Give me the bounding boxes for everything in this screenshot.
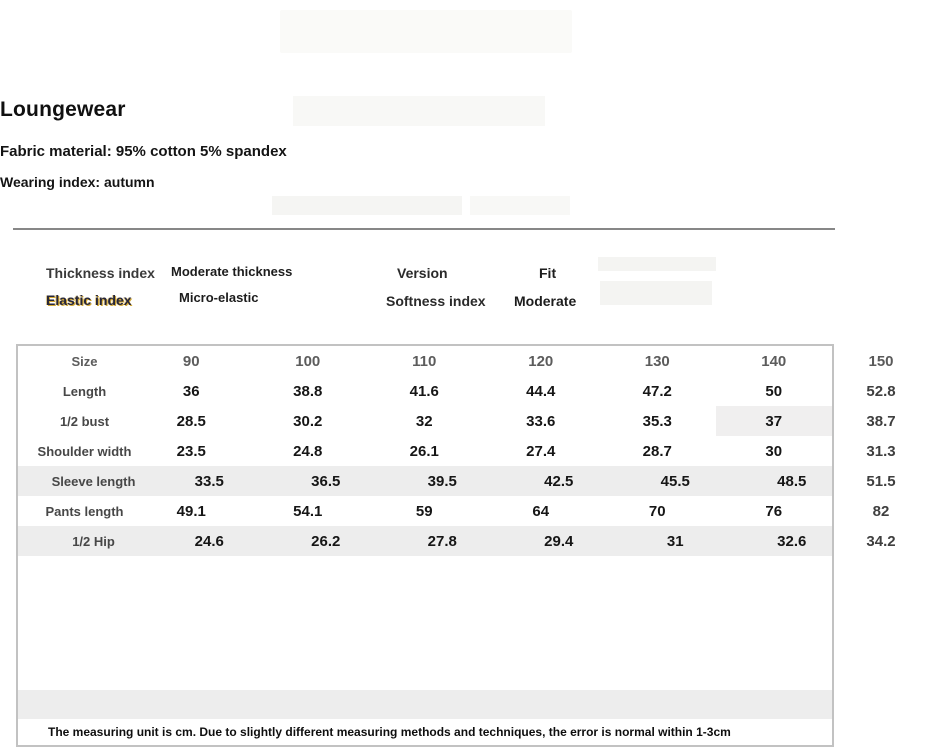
row-label: Sleeve length	[51, 473, 136, 489]
ghost-block	[470, 196, 570, 215]
table-cell: 31.3	[866, 442, 896, 460]
thickness-index-label: Thickness index	[46, 265, 155, 281]
size-table-header-cell: 110	[412, 352, 437, 370]
table-cell: 38.8	[293, 382, 323, 400]
table-cell: 42.5	[544, 472, 574, 490]
table-cell: 45.5	[660, 472, 690, 490]
table-cell: 76	[765, 502, 783, 520]
table-cell-highlighted: 37	[716, 406, 833, 436]
softness-index-label: Softness index	[386, 293, 486, 309]
table-cell: 82	[872, 502, 890, 520]
table-cell: 28.7	[642, 442, 672, 460]
table-cell: 36.5	[311, 472, 341, 490]
fabric-material-line: Fabric material: 95% cotton 5% spandex	[0, 143, 287, 160]
size-table-column-150	[836, 346, 926, 556]
row-label: Pants length	[45, 503, 124, 519]
table-cell: 34.2	[866, 532, 896, 550]
table-cell: 39.5	[427, 472, 457, 490]
table-cell: 27.8	[427, 532, 457, 550]
table-cell: 28.5	[176, 412, 206, 430]
table-cell: 49.1	[176, 502, 206, 520]
ghost-block	[598, 257, 716, 271]
ghost-block	[600, 281, 712, 305]
table-cell: 31	[666, 532, 684, 550]
page-title: Loungewear	[0, 98, 126, 121]
row-label: Shoulder width	[37, 443, 132, 459]
table-cell: 54.1	[293, 502, 323, 520]
size-table-header-cell: 90	[182, 352, 200, 370]
table-cell: 35.3	[642, 412, 672, 430]
table-row-sleeve-length	[18, 466, 832, 496]
section-divider	[13, 228, 835, 230]
table-cell: 41.6	[409, 382, 439, 400]
table-cell: 29.4	[544, 532, 574, 550]
table-cell: 32	[415, 412, 433, 430]
size-table-header-cell: 130	[644, 352, 670, 370]
table-gray-band	[18, 690, 832, 719]
table-row-half-hip	[18, 526, 832, 556]
table-cell: 47.2	[642, 382, 672, 400]
fit-label: Fit	[539, 265, 557, 281]
table-cell: 24.6	[194, 532, 224, 550]
table-cell: 33.6	[526, 412, 556, 430]
measuring-note: The measuring unit is cm. Due to slightly different measuring methods and techniques, the error is normal within 1-3cm	[18, 719, 832, 745]
table-cell: 32.6	[777, 532, 807, 550]
size-table-header-cell: 100	[295, 352, 321, 370]
table-cell: 33.5	[194, 472, 224, 490]
size-table-header-label: Size	[71, 353, 98, 369]
table-cell: 48.5	[777, 472, 807, 490]
table-cell: 30.2	[293, 412, 323, 430]
table-cell: 44.4	[526, 382, 556, 400]
table-cell: 26.2	[311, 532, 341, 550]
top-image-band	[280, 10, 572, 53]
table-cell: 64	[532, 502, 550, 520]
wearing-index-line: Wearing index: autumn	[0, 174, 155, 190]
thickness-index-value: Moderate thickness	[171, 264, 293, 279]
table-empty-area	[18, 556, 832, 690]
row-label: Length	[62, 383, 107, 399]
table-cell: 24.8	[293, 442, 323, 460]
elastic-index-value: Micro-elastic	[179, 290, 259, 305]
table-cell: 23.5	[176, 442, 206, 460]
size-table-header-cell: 140	[761, 352, 787, 370]
table-cell: 36	[182, 382, 200, 400]
table-cell: 50	[765, 382, 783, 400]
size-table-header-cell: 120	[528, 352, 554, 370]
elastic-index-label: Elastic index	[46, 292, 132, 308]
table-cell: 52.8	[866, 382, 896, 400]
size-table	[16, 344, 834, 747]
row-label: 1/2 Hip	[72, 533, 115, 549]
table-cell: 27.4	[526, 442, 556, 460]
table-cell: 51.5	[866, 472, 896, 490]
table-cell: 26.1	[409, 442, 439, 460]
version-label: Version	[397, 265, 448, 281]
table-cell: 70	[648, 502, 666, 520]
row-label: 1/2 bust	[59, 413, 110, 429]
table-cell: 59	[415, 502, 433, 520]
table-cell: 30	[765, 442, 783, 460]
size-table-header-cell: 150	[868, 352, 894, 370]
table-cell: 38.7	[866, 412, 896, 430]
fit-value: Moderate	[514, 293, 577, 309]
ghost-block	[272, 196, 462, 215]
